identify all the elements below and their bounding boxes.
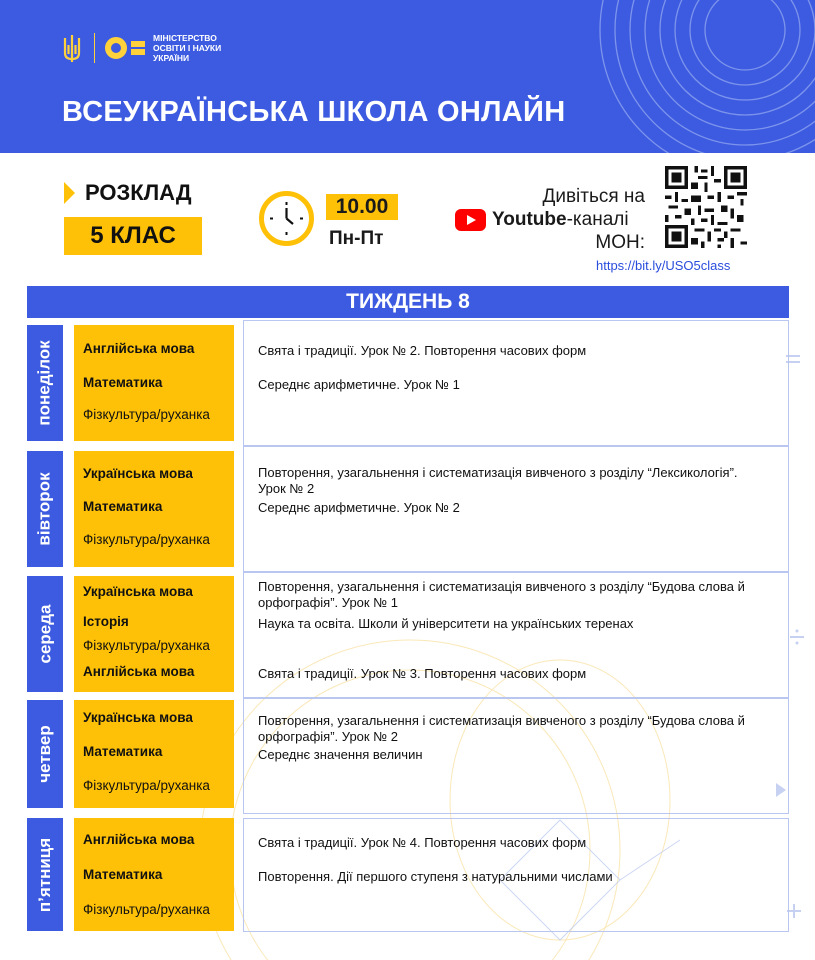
logo-divider — [94, 33, 95, 63]
subjects-tuesday — [74, 451, 234, 567]
subject-item: Математика — [83, 867, 163, 882]
day-label-monday — [27, 325, 63, 441]
subject-item: Англійська мова — [83, 341, 195, 356]
day-label-friday — [27, 818, 63, 931]
subject-item: Українська мова — [83, 710, 193, 725]
topic-item: Повторення, узагальнення і систематизація вивченого з розділу “Будова слова й орфографія”. Урок № 1 — [258, 579, 745, 610]
topic-item: Наука та освіта. Школи й університети на українських теренах — [258, 616, 634, 631]
day-label-thursday — [27, 700, 63, 808]
week-title: ТИЖДЕНЬ 8 — [27, 286, 789, 318]
ministry-line-2: ОСВІТИ І НАУКИ — [153, 43, 222, 53]
subject-item: Математика — [83, 499, 163, 514]
schedule-heading — [64, 180, 192, 206]
channel-owner: МОН: — [595, 232, 645, 253]
day-name: п’ятниця — [35, 837, 55, 912]
ministry-logo — [62, 33, 221, 63]
topic-item: Середнє арифметичне. Урок № 1 — [258, 377, 460, 392]
day-name: середа — [35, 604, 54, 664]
mon-logo-icon — [105, 37, 145, 59]
subject-item: Англійська мова — [83, 664, 195, 679]
subjects-friday — [74, 818, 234, 931]
clock-icon — [258, 190, 315, 247]
day-name: понеділок — [35, 340, 55, 426]
arrow-icon — [64, 182, 75, 204]
subject-item: Математика — [83, 375, 163, 390]
grade-badge: 5 КЛАС — [64, 217, 202, 255]
header-banner — [0, 0, 815, 153]
youtube-channel-line — [455, 209, 629, 231]
subject-item: Українська мова — [83, 584, 193, 599]
topics-friday — [243, 818, 789, 932]
circle-rings-decoration — [595, 0, 815, 153]
subject-item: Математика — [83, 744, 163, 759]
topic-item: Середнє арифметичне. Урок № 2 — [258, 500, 460, 515]
youtube-icon — [455, 209, 486, 231]
subject-item: Українська мова — [83, 466, 193, 481]
weekday-range: Пн-Пт — [329, 228, 384, 249]
subject-item: Історія — [83, 614, 129, 629]
subject-item: Фізкультура/руханка — [83, 407, 210, 422]
topic-item: Повторення. Дії першого ступеня з натуральними числами — [258, 869, 613, 884]
subject-item: Фізкультура/руханка — [83, 902, 210, 917]
day-label-tuesday — [27, 451, 63, 567]
topic-item: Середнє значення величин — [258, 747, 423, 762]
subject-item: Фізкультура/руханка — [83, 638, 210, 653]
watch-on-text: Дивіться на — [542, 186, 645, 207]
youtube-word: Youtube — [492, 209, 567, 230]
qr-code-icon[interactable] — [665, 166, 747, 248]
topic-item: Свята і традиції. Урок № 3. Повторення часових форм — [258, 666, 587, 681]
subjects-wednesday — [74, 576, 234, 692]
trident-icon — [62, 33, 82, 63]
subject-item: Фізкультура/руханка — [83, 778, 210, 793]
day-label-wednesday — [27, 576, 63, 692]
topic-item: Повторення, узагальнення і систематизація вивченого з розділу “Лексикологія”. Урок № 2 — [258, 465, 738, 496]
topic-item: Повторення, узагальнення і систематизація вивченого з розділу “Будова слова й орфографія”. Урок № 2 — [258, 713, 745, 744]
ministry-line-1: МІНІСТЕРСТВО — [153, 33, 217, 43]
subjects-thursday — [74, 700, 234, 808]
youtube-link[interactable]: https://bit.ly/USO5class — [596, 258, 731, 273]
subject-item: Англійська мова — [83, 832, 195, 847]
topics-thursday — [243, 698, 789, 814]
topics-wednesday — [243, 572, 789, 698]
ministry-line-3: УКРАЇНИ — [153, 53, 190, 63]
topic-item: Свята і традиції. Урок № 2. Повторення часових форм — [258, 343, 587, 358]
day-name: четвер — [35, 725, 54, 783]
subject-item: Фізкультура/руханка — [83, 532, 210, 547]
subjects-monday — [74, 325, 234, 441]
topic-item: Свята і традиції. Урок № 4. Повторення часових форм — [258, 835, 587, 850]
ministry-name — [153, 33, 221, 63]
day-name: вівторок — [35, 472, 55, 546]
page-title: ВСЕУКРАЇНСЬКА ШКОЛА ОНЛАЙН — [62, 96, 566, 128]
channel-suffix: -каналі — [566, 209, 629, 230]
time-badge: 10.00 — [326, 194, 398, 220]
topics-monday — [243, 320, 789, 446]
topics-tuesday — [243, 446, 789, 572]
schedule-label: РОЗКЛАД — [85, 180, 192, 205]
